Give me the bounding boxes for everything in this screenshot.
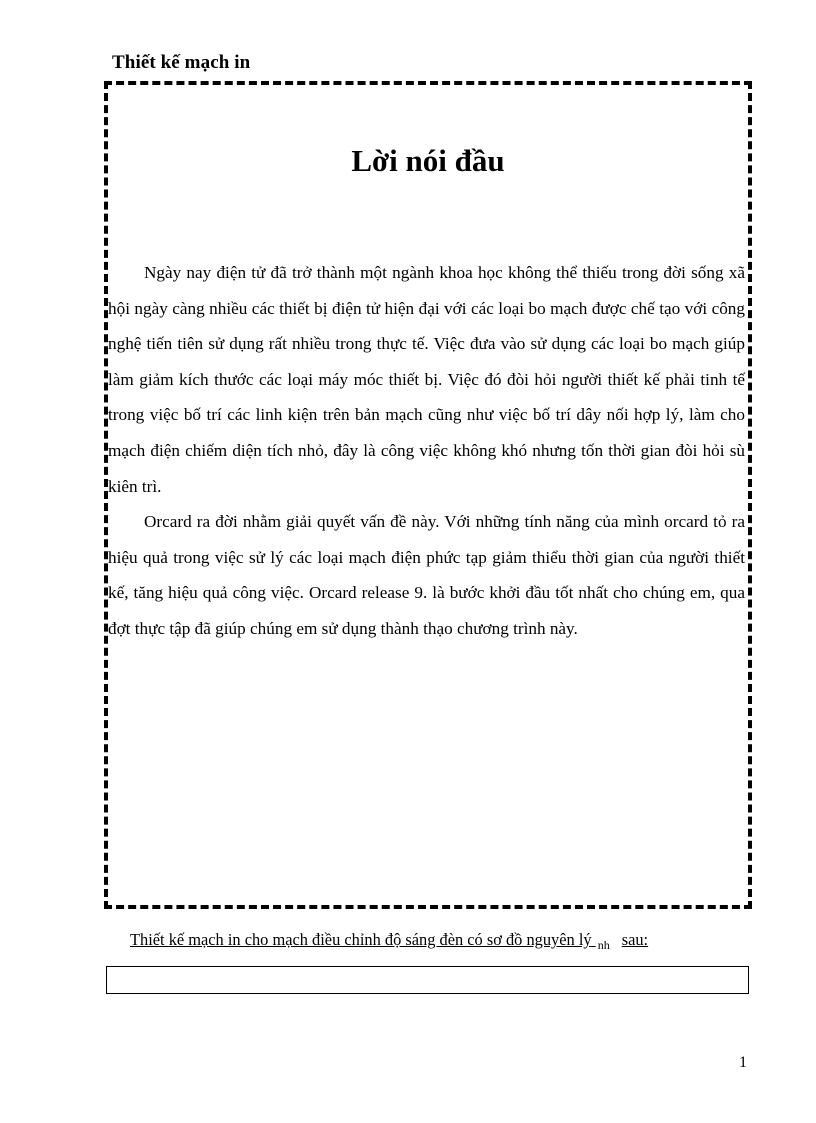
page-number: 1 bbox=[739, 1054, 747, 1071]
caption-end: sau: bbox=[621, 930, 649, 949]
caption-fragment: nh bbox=[597, 938, 610, 952]
preface-paragraph-2: Orcard ra đời nhằm giải quyết vấn đề này. Với những tính năng của mình orcard tỏ ra hiệu quả trong việc sử lý các loại mạch điện phức tạp giảm thiểu thời gian của người thiết kế, tăng hiệu quả công việc. Orcard release 9. là bước khởi đầu tốt nhất cho chúng em, qua đợt thực tập đã giúp chúng em sử dụng thành thạo chương trình này. bbox=[108, 512, 745, 638]
figure-caption bbox=[130, 930, 648, 953]
caption-text: Thiết kế mạch in cho mạch điều chỉnh độ sáng đèn có sơ đồ nguyên lý bbox=[130, 930, 592, 949]
header-title: Thiết kế mạch in bbox=[112, 52, 251, 73]
preface-body bbox=[108, 255, 745, 647]
preface-frame bbox=[104, 81, 752, 909]
preface-title: Lời nói đầu bbox=[351, 143, 505, 178]
figure-placeholder-box bbox=[106, 966, 749, 994]
preface-paragraph-1: Ngày nay điện tử đã trở thành một ngành khoa học không thể thiếu trong đời sống xã hội ngày càng nhiều các thiết bị điện tử hiện đại với các loại bo mạch được chế tạo với công nghệ tiến tiên sử dụng rất nhiều trong thực tế. Việc đưa vào sử dụng các loại bo mạch giúp làm giảm kích thước các loại máy móc thiết bị. Việc đó đòi hỏi người thiết kế phải tinh tế trong việc bố trí các linh kiện trên bản mạch cũng như việc bố trí dây nối hợp lý, làm cho mạch điện chiếm diện tích nhỏ, đây là công việc không khó nhưng tốn thời gian đòi hỏi sù kiên trì. bbox=[108, 263, 745, 496]
